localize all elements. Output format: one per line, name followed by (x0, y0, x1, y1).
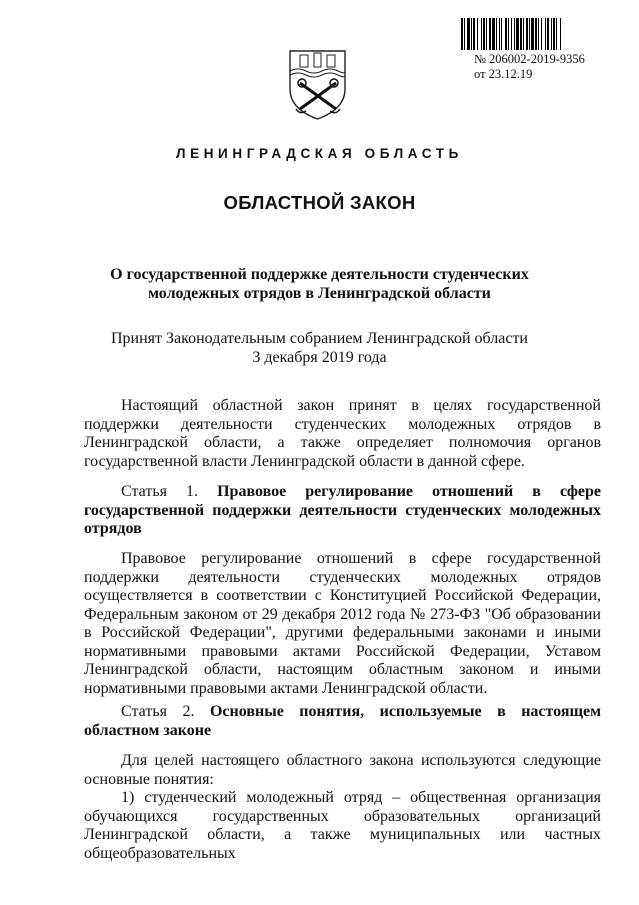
intro-text: Настоящий областной закон принят в целях государственной поддержки деятельности студенческих молодежных отрядов в Ленинградской области, а также определяет полномочия органов государственной власти Ленинградской области в данной сфере. (84, 397, 601, 470)
adoption-note (90, 329, 549, 367)
article-1-title: Правовое регулирование отношений в сфере государственной поддержки деятельности студенческих молодежных отрядов (84, 483, 602, 537)
law-title-line: О государственной поддержке деятельности студенческих (110, 266, 529, 283)
barcode (461, 18, 604, 50)
article-2-item-1: 1) студенческий молодежный отряд – общественная организация обучающихся государственных образовательных организаций Ленинградской области, а также муниципальных или частных общеобразовательных (84, 789, 601, 862)
registration-number-line: № 206002-2019-9356 (474, 52, 585, 66)
article-2-heading (84, 703, 601, 740)
article-2-body (84, 752, 601, 863)
article-2-title: Основные понятия, используемые в настоящем областном законе (84, 703, 602, 739)
article-2-text: Для целей настоящего областного закона используются следующие основные понятия: (84, 752, 601, 788)
law-title (90, 265, 549, 303)
intro-paragraph (84, 397, 601, 471)
registration-number (474, 52, 585, 82)
region-heading: ЛЕНИНГРАДСКАЯ ОБЛАСТЬ (176, 146, 463, 161)
registration-date-line: от 23.12.19 (474, 67, 533, 81)
article-1-text: Правовое регулирование отношений в сфере государственной поддержки деятельности студенческих молодежных отрядов осуществляется в соответствии с Конституцией Российской Федерации, Федеральным законом от 29 декабря 2012 года № 273-ФЗ "Об образовании в Российской Федерации", другими федеральными законами и иными нормативными правовыми актами Российской Федерации, Уставом Ленинградской области, настоящим областным законом и иными нормативными правовыми актами Ленинградской области. (84, 550, 601, 697)
adoption-date-line: 3 декабря 2019 года (252, 349, 387, 366)
law-title-line: молодежных отрядов в Ленинградской области (148, 285, 491, 302)
article-1-number: Статья 1. (121, 483, 199, 500)
coat-of-arms-emblem (286, 47, 349, 122)
article-2-number: Статья 2. (121, 703, 195, 720)
article-1-heading (84, 483, 601, 539)
document-type-heading: ОБЛАСТНОЙ ЗАКОН (223, 192, 416, 213)
adoption-body-line: Принят Законодательным собранием Ленинградской области (111, 330, 528, 347)
article-1-body (84, 550, 601, 698)
